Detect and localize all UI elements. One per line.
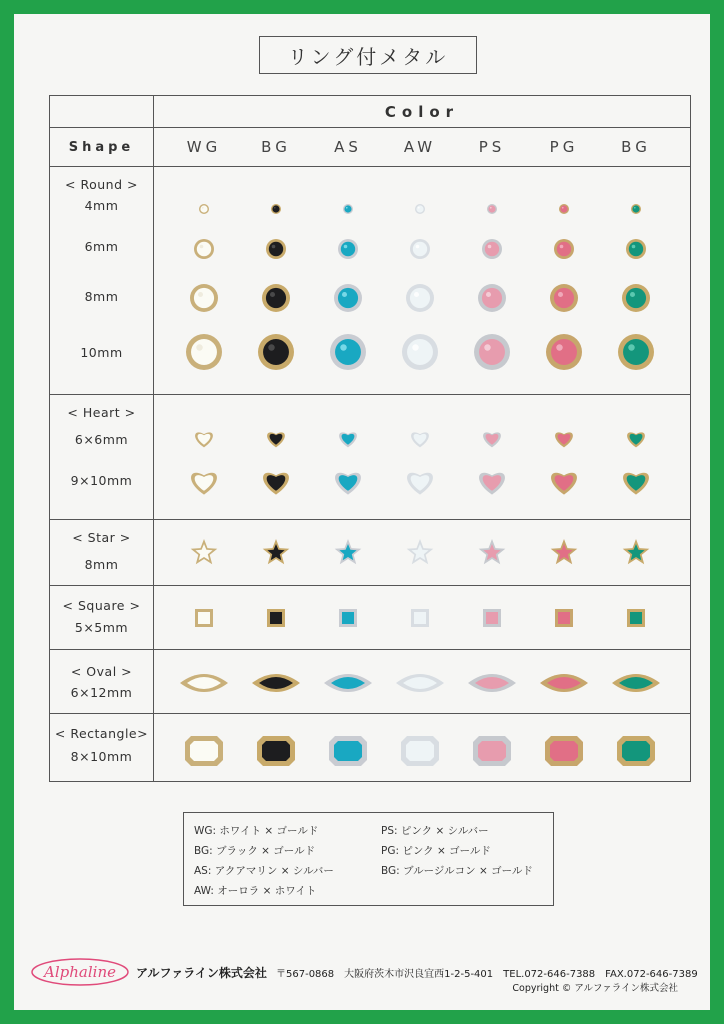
section-round [50, 167, 690, 395]
square-enamel [414, 612, 426, 624]
round-highlight [268, 344, 274, 350]
round-enamel [560, 205, 567, 212]
round-swatches [154, 167, 688, 395]
star-swatches [154, 520, 688, 586]
legend-item-bg: BG: ブラック × ゴールド [194, 845, 316, 857]
oval-swatches [154, 650, 688, 714]
rect-swatch-wg [185, 736, 223, 766]
round-enamel [632, 205, 639, 212]
round-swatch-bg [258, 204, 294, 370]
round-highlight [634, 207, 636, 209]
round-enamel [626, 288, 646, 308]
square-enamel [270, 612, 282, 624]
star-swatch-ps [479, 539, 506, 564]
heart-swatch-ps [479, 432, 505, 494]
oval-swatch-wg [180, 674, 228, 692]
round-highlight [344, 245, 348, 249]
round-highlight [562, 207, 564, 209]
legend-item-aw: AW: オーロラ × ホワイト [194, 885, 317, 897]
square-swatch-bg [267, 609, 285, 627]
round-enamel [488, 205, 495, 212]
round-enamel [344, 205, 351, 212]
heart-swatch-bg2 [623, 432, 649, 494]
square-enamel [558, 612, 570, 624]
oval-swatch-pg [540, 674, 588, 692]
rectangle-enamel [262, 741, 290, 761]
round-swatch-pg [546, 204, 582, 370]
heart-items [154, 395, 690, 519]
round-highlight [418, 207, 420, 209]
oval-swatch-aw [396, 674, 444, 692]
heart-swatch-pg [551, 432, 577, 494]
rectangle-enamel [550, 741, 578, 761]
round-enamel [335, 339, 361, 365]
round-label-cell [50, 167, 154, 394]
heart-swatch-bg [263, 432, 289, 494]
heart-swatches [154, 395, 688, 520]
square-label-cell [50, 586, 154, 649]
rect-swatch-bg [257, 736, 295, 766]
square-enamel [630, 612, 642, 624]
star-swatch-bg2 [623, 539, 650, 564]
section-title: < Square > [62, 598, 141, 613]
section-title: < Heart > [67, 405, 136, 420]
star-swatch-wg [191, 539, 218, 564]
round-enamel [482, 288, 502, 308]
oval-swatch-as [324, 674, 372, 692]
round-highlight [200, 245, 204, 249]
color-code-bg: BG [261, 138, 291, 156]
round-highlight [490, 207, 492, 209]
copyright: Copyright © アルファライン株式会社 [512, 983, 678, 994]
color-code-ps: PS [478, 138, 506, 156]
section-square [50, 586, 690, 650]
shape-header: Shape [50, 128, 154, 166]
round-swatch-aw [402, 204, 438, 370]
rect-swatch-as [329, 736, 367, 766]
round-enamel [194, 288, 214, 308]
star-swatch-bg [263, 539, 290, 564]
square-enamel [486, 612, 498, 624]
round-highlight [628, 344, 634, 350]
rect-swatch-bg2 [617, 736, 655, 766]
star-items [154, 520, 690, 585]
round-enamel [191, 339, 217, 365]
round-enamel [554, 288, 574, 308]
round-enamel [200, 205, 207, 212]
round-highlight [630, 292, 635, 297]
section-oval [50, 650, 690, 714]
round-enamel [485, 242, 499, 256]
size-label: 8mm [84, 557, 119, 572]
round-enamel [557, 242, 571, 256]
round-swatch-wg [186, 204, 222, 370]
size-label: 9×10mm [70, 473, 133, 488]
round-enamel [623, 339, 649, 365]
round-highlight [488, 245, 492, 249]
heart-swatch-aw [407, 432, 433, 494]
square-swatches [154, 586, 688, 650]
square-swatch-pg [555, 609, 573, 627]
legend-item-as: AS: アクアマリン × シルバー [194, 865, 334, 877]
alphaline-logo [30, 956, 130, 988]
color-header: Color [384, 102, 460, 121]
round-enamel [479, 339, 505, 365]
rectangle-enamel [622, 741, 650, 761]
color-code-wg: WG [186, 138, 222, 156]
rectangle-enamel [406, 741, 434, 761]
legend-item-ps: PS: ピンク × シルバー [381, 825, 489, 837]
size-label: 4mm [84, 198, 119, 213]
round-highlight [416, 245, 420, 249]
square-swatch-as [339, 609, 357, 627]
round-enamel [338, 288, 358, 308]
round-enamel [407, 339, 433, 365]
section-title: < Rectangle> [54, 726, 149, 741]
company-address: 〒567-0868 大阪府茨木市沢良宜西1-2-5-401 TEL.072-646-7388 FAX.072-646-7389 [276, 969, 698, 980]
square-swatch-wg [195, 609, 213, 627]
color-code-aw: AW [403, 138, 437, 156]
color-code-bg2: BG [621, 138, 651, 156]
size-label: 8×10mm [70, 749, 133, 764]
logo-text: Alphaline [44, 963, 116, 981]
square-swatch-aw [411, 609, 429, 627]
round-highlight [560, 245, 564, 249]
size-label: 6×12mm [70, 685, 133, 700]
rect-swatch-pg [545, 736, 583, 766]
round-highlight [342, 292, 347, 297]
oval-label-cell [50, 650, 154, 713]
round-highlight [346, 207, 348, 209]
round-highlight [414, 292, 419, 297]
page-title: リング付メタル [259, 36, 477, 74]
round-highlight [340, 344, 346, 350]
round-enamel [269, 242, 283, 256]
heart-swatch-wg [191, 432, 217, 494]
round-highlight [556, 344, 562, 350]
round-highlight [270, 292, 275, 297]
legend-item-bg2: BG: ブルージルコン × ゴールド [381, 865, 533, 877]
round-highlight [558, 292, 563, 297]
round-swatch-as [330, 204, 366, 370]
rectangle-enamel [478, 741, 506, 761]
round-swatch-bg2 [618, 204, 654, 370]
star-swatch-pg [551, 539, 578, 564]
round-highlight [632, 245, 636, 249]
size-label: 6×6mm [74, 432, 129, 447]
color-code-pg: PG [549, 138, 579, 156]
corner-cell [50, 96, 154, 127]
square-enamel [342, 612, 354, 624]
star-label-cell [50, 520, 154, 585]
size-label: 6mm [84, 239, 119, 254]
square-enamel [198, 612, 210, 624]
size-label: 5×5mm [74, 620, 129, 635]
round-highlight [272, 245, 276, 249]
round-enamel [197, 242, 211, 256]
round-highlight [202, 207, 204, 209]
round-enamel [413, 242, 427, 256]
round-highlight [486, 292, 491, 297]
round-swatch-ps [474, 204, 510, 370]
section-heart [50, 395, 690, 520]
color-code-as: AS [334, 138, 362, 156]
company-name: アルファライン株式会社 [136, 966, 267, 980]
oval-items [154, 650, 690, 713]
color-header-row [50, 96, 690, 128]
oval-swatch-bg [252, 674, 300, 692]
round-highlight [198, 292, 203, 297]
round-enamel [416, 205, 423, 212]
square-items [154, 586, 690, 649]
heart-swatch-as [335, 432, 361, 494]
square-swatch-bg2 [627, 609, 645, 627]
section-title: < Round > [65, 177, 138, 192]
rect-swatch-ps [473, 736, 511, 766]
round-enamel [263, 339, 289, 365]
size-label: 8mm [84, 289, 119, 304]
round-enamel [266, 288, 286, 308]
legend-item-pg: PG: ピンク × ゴールド [381, 845, 491, 857]
section-star [50, 520, 690, 586]
round-enamel [410, 288, 430, 308]
square-swatch-ps [483, 609, 501, 627]
rectangle-label-cell [50, 714, 154, 781]
rectangle-enamel [190, 741, 218, 761]
round-highlight [484, 344, 490, 350]
rectangle-swatches [154, 714, 688, 782]
rect-swatch-aw [401, 736, 439, 766]
oval-swatch-bg2 [612, 674, 660, 692]
round-enamel [272, 205, 279, 212]
round-enamel [341, 242, 355, 256]
round-highlight [196, 344, 202, 350]
star-swatch-as [335, 539, 362, 564]
round-enamel [629, 242, 643, 256]
color-legend [183, 812, 554, 906]
round-enamel [551, 339, 577, 365]
legend-item-wg: WG: ホワイト × ゴールド [194, 825, 319, 837]
section-title: < Oval > [70, 664, 133, 679]
section-rectangle [50, 714, 690, 782]
round-items [154, 167, 690, 394]
rectangle-items [154, 714, 690, 781]
star-swatch-aw [407, 539, 434, 564]
rectangle-enamel [334, 741, 362, 761]
oval-swatch-ps [468, 674, 516, 692]
shape-header-row [50, 128, 690, 167]
heart-label-cell [50, 395, 154, 519]
color-codes-row [154, 128, 690, 166]
footer [30, 956, 698, 996]
section-title: < Star > [72, 530, 131, 545]
product-table [49, 95, 691, 782]
size-label: 10mm [80, 345, 123, 360]
round-highlight [412, 344, 418, 350]
round-highlight [274, 207, 276, 209]
